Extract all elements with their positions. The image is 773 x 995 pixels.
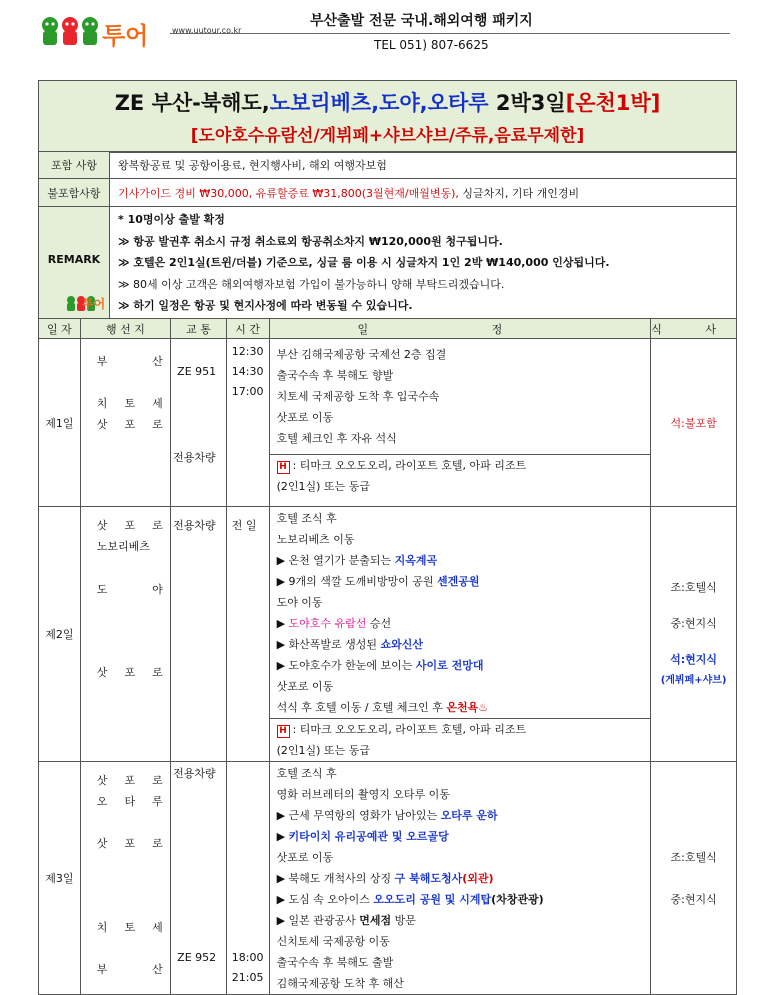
line-text: ▶ 도야호수가 한눈에 보이는 <box>276 659 416 672</box>
itinerary-line: 도야 이동 <box>276 596 323 609</box>
company-logo[interactable] <box>38 14 168 50</box>
highlight-spot: 오타루 운하 <box>440 809 498 822</box>
meal-dinner-note: (게뷔페+샤브) <box>660 675 727 686</box>
col-time: 시 간 <box>226 319 269 339</box>
time-value: 17:00 <box>231 385 264 398</box>
itinerary-line <box>270 889 651 910</box>
mini-logo-text: 투어 <box>82 296 106 311</box>
highlight-spot: 센겐공원 <box>437 575 480 588</box>
highlight-spot: 도야호수 유람선 <box>288 617 367 630</box>
flight-number: ZE 952 <box>177 951 217 964</box>
itinerary-line: 노보리베츠 이동 <box>276 533 355 546</box>
place-name: 삿 포 로 <box>96 418 163 431</box>
itinerary-line <box>270 634 651 655</box>
itinerary-line <box>270 910 651 931</box>
line-text: ▶ 일본 관광공사 <box>276 914 360 927</box>
place-cell <box>80 762 170 995</box>
transport-cell <box>171 507 227 762</box>
title-prefix: ZE 부산-북해도, <box>114 91 270 115</box>
place-name: 삿 포 로 <box>96 774 163 787</box>
itinerary-line: 김해국제공항 도착 후 해산 <box>276 977 404 990</box>
hotel-note: (2인1실) 또는 동급 <box>276 480 370 493</box>
line-text: 방문 <box>391 914 416 927</box>
highlight-spot: 구 북해도청사 <box>394 872 463 885</box>
hotel-info <box>270 718 651 761</box>
itinerary-line <box>270 655 651 676</box>
title-box <box>38 80 737 153</box>
place-name: 삿 포 로 <box>96 519 163 532</box>
title-duration: 2박3일 <box>488 91 566 115</box>
place-name: 치 토 세 <box>96 921 163 934</box>
place-name: 부 산 <box>96 355 163 368</box>
itinerary-line: 부산 김해국제공항 국제선 2층 집결 <box>276 348 447 361</box>
tour-subtitle: [도야호수유람선/게뷔페+샤브샤브/주류,음료무제한] <box>190 126 585 146</box>
time-value: 전 일 <box>231 519 257 532</box>
hotel-info <box>270 454 651 497</box>
time-value: 14:30 <box>231 365 264 378</box>
included-label: 포함 사항 <box>39 152 110 179</box>
remark-item: ≫ 항공 발권후 취소시 규정 취소료외 항공취소차지 ₩120,000원 청구됩니다. <box>118 234 503 248</box>
hotel-names: : 티마크 오오도오리, 라이포트 호텔, 아파 리조트 <box>292 723 527 736</box>
col-meal: 식 사 <box>651 319 737 339</box>
meal-breakfast: 조:호텔식 <box>670 581 717 594</box>
site-url[interactable]: www.uutour.co.kr <box>172 26 242 35</box>
itinerary-line: 호텔 체크인 후 자유 석식 <box>276 432 397 445</box>
time-cell <box>226 762 269 995</box>
itinerary-line <box>270 697 651 718</box>
transport-cell <box>171 339 227 507</box>
itinerary-line: 출국수속 후 북해도 향발 <box>276 369 394 382</box>
hotel-icon: H <box>277 461 290 474</box>
time-cell <box>226 507 269 762</box>
highlight-spot: 사이로 전망대 <box>415 659 484 672</box>
excluded-label: 불포함사항 <box>39 179 110 207</box>
line-text: 석식 후 호텔 이동 / 호텔 체크인 후 <box>276 701 447 714</box>
itinerary-line: 치토세 국제공항 도착 후 입국수속 <box>276 390 440 403</box>
header-phone: TEL 051) 807-6625 <box>374 38 489 52</box>
col-itinerary: 일 정 <box>269 319 651 339</box>
excluded-red: 기사가이드 경비 ₩30,000, 유류할증료 ₩31,800(3월현재/매월변동), <box>118 186 459 200</box>
included-text: 왕복항공료 및 공항이용료, 현지행사비, 해외 여행자보험 <box>110 152 737 179</box>
hotel-icon: H <box>277 725 290 738</box>
day-row <box>39 507 737 762</box>
line-text: ▶ 화산폭발로 생성된 <box>276 638 381 651</box>
itinerary-cell <box>269 507 651 762</box>
place-cell <box>80 339 170 507</box>
info-table <box>38 151 737 320</box>
place-name: 노보리베츠 <box>96 540 150 553</box>
meal-lunch: 중:현지식 <box>670 892 717 906</box>
remark-item: ≫ 80세 이상 고객은 해외여행자보험 가입이 불가능하니 양해 부탁드리겠습니다. <box>118 277 505 291</box>
transport-mode: 전용차량 <box>173 519 216 532</box>
place-name: 부 산 <box>96 963 163 976</box>
place-name: 삿 포 로 <box>96 666 163 679</box>
remark-label-cell <box>39 207 110 320</box>
remark-logo <box>51 295 111 313</box>
tour-title <box>39 87 736 117</box>
hotel-note: (2인1실) 또는 동급 <box>276 744 370 757</box>
remark-item: ≫ 호텔은 2인1실(트윈/더블) 기준으로, 싱글 룸 이용 시 싱글차지 1인 2박 ₩140,000 인상됩니다. <box>118 256 610 269</box>
time-value: 18:00 <box>231 951 264 964</box>
itinerary-line <box>270 613 651 634</box>
place-name: 치 토 세 <box>96 397 163 410</box>
highlight-note: (차창관광) <box>491 893 544 906</box>
transport-mode: 전용차량 <box>173 451 216 464</box>
excluded-text <box>110 179 737 207</box>
col-day: 일 자 <box>39 319 81 339</box>
line-text: ▶ <box>276 830 289 843</box>
itinerary-line: 삿포로 이동 <box>276 680 334 693</box>
highlight-spot: 키타이치 유리공예관 및 오르골당 <box>288 830 449 843</box>
title-onsen: [온천1박] <box>565 91 661 115</box>
itinerary-cell <box>269 339 651 507</box>
meal-cell <box>651 762 737 995</box>
itinerary-line: 호텔 조식 후 <box>276 512 337 525</box>
time-cell <box>226 339 269 507</box>
header-tagline: 부산출발 전문 국내.해외여행 패키지 <box>310 13 533 29</box>
logo-text: 투어 <box>102 22 149 50</box>
transport-cell <box>171 762 227 995</box>
time-value: 21:05 <box>231 971 264 984</box>
line-text: 승선 <box>366 617 392 630</box>
day-row <box>39 762 737 995</box>
meal-dinner: 석:불포함 <box>670 416 717 430</box>
itinerary-line: 삿포로 이동 <box>276 411 334 424</box>
line-text: ▶ <box>276 617 289 630</box>
itinerary-line: 출국수속 후 북해도 출발 <box>276 956 394 969</box>
meal-cell <box>651 339 737 507</box>
highlight-spot: 온천욕♨ <box>446 701 489 714</box>
highlight-spot: 지옥계곡 <box>394 554 438 567</box>
line-text: ▶ 북해도 개척사의 상징 <box>276 872 395 885</box>
schedule-table <box>38 318 737 995</box>
itinerary-line <box>270 550 651 571</box>
meal-dinner: 석:현지식 <box>670 653 718 666</box>
itinerary-line <box>270 826 651 847</box>
itinerary-line <box>270 805 651 826</box>
itinerary-line: 신치토세 국제공항 이동 <box>276 935 390 948</box>
highlight-spot: 면세점 <box>359 914 392 927</box>
day-label: 제1일 <box>39 339 81 507</box>
place-name: 오 타 루 <box>96 795 163 808</box>
day-label: 제2일 <box>39 507 81 762</box>
col-transport: 교 통 <box>171 319 227 339</box>
highlight-note: (외관) <box>462 872 494 885</box>
remark-label: REMARK <box>47 253 101 267</box>
line-text: ▶ 도심 속 오아이스 <box>276 893 374 906</box>
highlight-spot: 쇼와신산 <box>380 638 424 651</box>
line-text: ▶ 온천 열기가 분출되는 <box>276 554 395 567</box>
line-text: ▶ 근세 무역항의 영화가 남아있는 <box>276 809 441 822</box>
title-destinations: 노보리베츠,도야,오타루 <box>269 91 489 115</box>
col-place: 행 선 지 <box>80 319 170 339</box>
flight-number: ZE 951 <box>177 365 217 378</box>
itinerary-line: 호텔 조식 후 <box>276 767 337 780</box>
meal-breakfast: 조:호텔식 <box>670 850 717 864</box>
day-row <box>39 339 737 507</box>
remark-item: * 10명이상 출발 확정 <box>118 213 225 226</box>
meal-cell <box>651 507 737 762</box>
itinerary-line <box>270 868 651 889</box>
time-value: 12:30 <box>231 345 264 358</box>
remark-item: ≫ 하기 일정은 항공 및 현지사정에 따라 변동될 수 있습니다. <box>118 299 413 312</box>
highlight-spot: 오오도리 공원 및 시계탑 <box>373 893 492 906</box>
excluded-rest: 싱글차지, 기타 개인경비 <box>458 186 580 200</box>
place-name: 삿 포 로 <box>96 837 163 850</box>
hotel-names: : 티마크 오오도오리, 라이포트 호텔, 아파 리조트 <box>292 459 527 472</box>
itinerary-line: 영화 러브레터의 촬영지 오타루 이동 <box>276 788 450 801</box>
remark-list <box>110 207 737 320</box>
itinerary-line: 삿포로 이동 <box>276 851 334 864</box>
line-text: ▶ 9개의 색깔 도깨비방망이 공원 <box>276 575 438 588</box>
meal-lunch: 중:현지식 <box>670 617 717 630</box>
day-label: 제3일 <box>39 762 81 995</box>
itinerary-line <box>270 571 651 592</box>
itinerary-cell <box>269 762 651 995</box>
place-name: 도 야 <box>96 583 163 596</box>
transport-mode: 전용차량 <box>173 767 216 780</box>
header-divider <box>170 33 730 34</box>
place-cell <box>80 507 170 762</box>
